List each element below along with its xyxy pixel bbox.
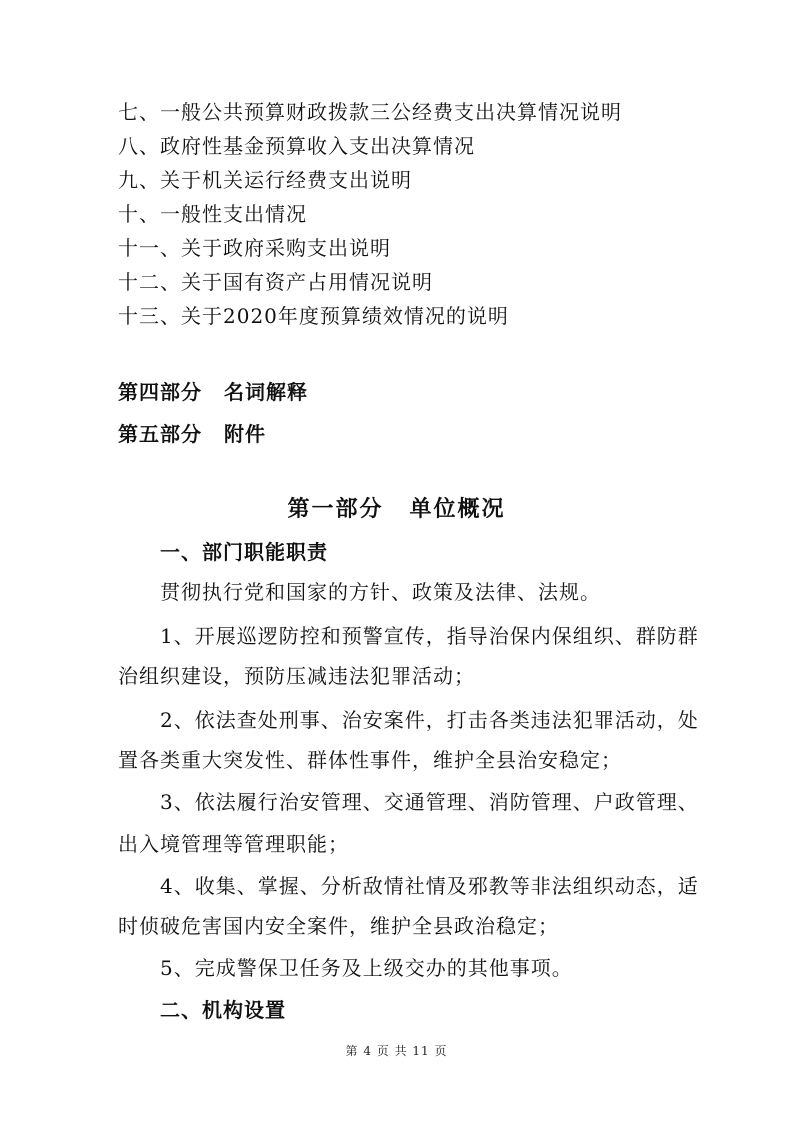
toc-item: 十一、关于政府采购支出说明 (118, 236, 391, 260)
paragraph-line: 置各类重大突发性、群体性事件，维护全县治安稳定； (118, 748, 622, 772)
toc-item: 七、一般公共预算财政拨款三公经费支出决算情况说明 (118, 100, 622, 124)
section-title-label: 第一部分 (287, 496, 384, 522)
part-label: 第四部分 (118, 380, 202, 404)
paragraph-line: 5、完成警保卫任务及上级交办的其他事项。 (160, 956, 573, 980)
part-heading-4 (118, 380, 308, 404)
toc-item: 十二、关于国有资产占用情况说明 (118, 270, 433, 294)
paragraph-line: 1、开展巡逻防控和预警宣传，指导治保内保组织、群防群 (160, 624, 699, 648)
toc-item: 九、关于机关运行经费支出说明 (118, 168, 412, 192)
paragraph: 贯彻执行党和国家的方针、政策及法律、法规。 (160, 580, 601, 604)
paragraph-line: 时侦破危害国内安全案件，维护全县政治稳定； (118, 914, 559, 938)
section-title (0, 497, 793, 521)
paragraph-line: 4、收集、掌握、分析敌情社情及邪教等非法组织动态，适 (160, 874, 699, 898)
paragraph-line: 出入境管理等管理职能； (118, 832, 349, 856)
paragraph-line: 治组织建设，预防压减违法犯罪活动； (118, 664, 475, 688)
paragraph-line: 2、依法查处刑事、治安案件，打击各类违法犯罪活动，处 (160, 708, 699, 732)
section-title-text: 单位概况 (409, 496, 506, 522)
toc-item: 十三、关于2020年度预算绩效情况的说明 (118, 304, 509, 328)
part-title: 名词解释 (224, 380, 308, 404)
part-label: 第五部分 (118, 422, 202, 446)
part-heading-5 (118, 422, 266, 446)
toc-item: 十、一般性支出情况 (118, 202, 307, 226)
page-footer: 第 4 页 共 11 页 (345, 1044, 448, 1058)
paragraph-line: 3、依法履行治安管理、交通管理、消防管理、户政管理、 (160, 790, 699, 814)
section-heading: 一、部门职能职责 (160, 540, 328, 564)
part-title: 附件 (224, 422, 266, 446)
section-heading: 二、机构设置 (160, 998, 286, 1022)
toc-item: 八、政府性基金预算收入支出决算情况 (118, 134, 475, 158)
